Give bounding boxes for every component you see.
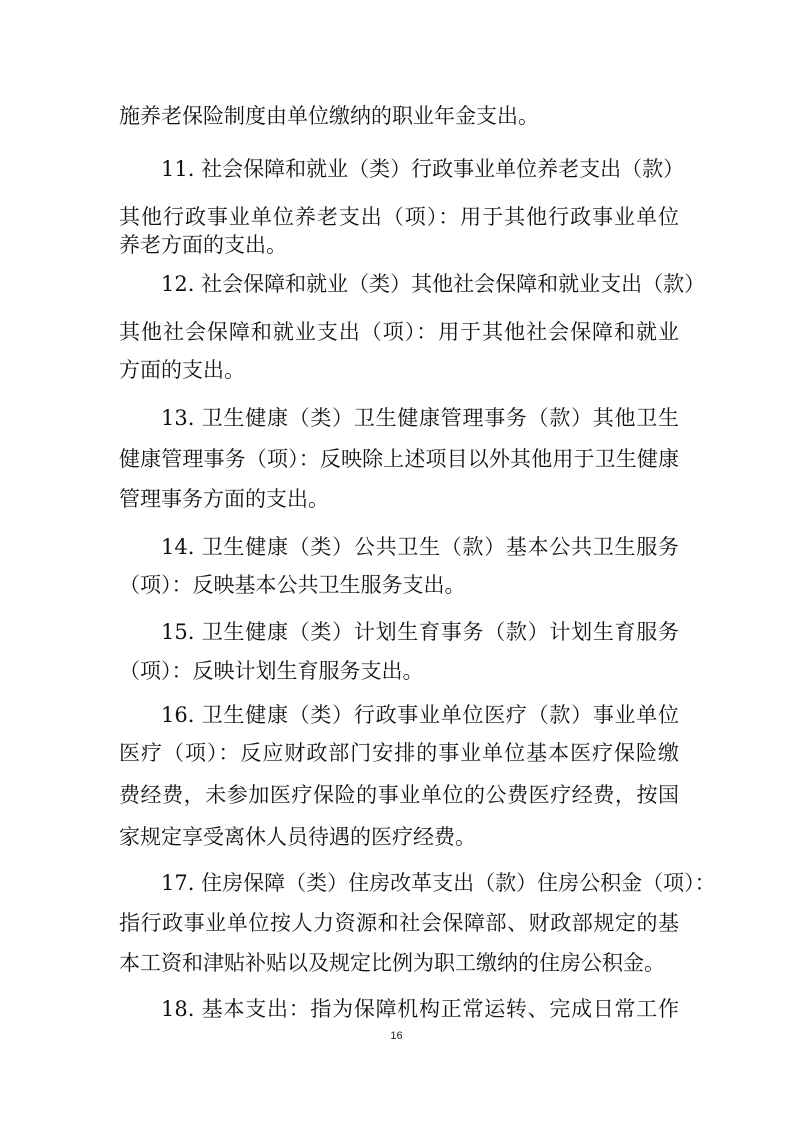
text-line: 健康管理事务（项）：反映除上述项目以外其他用于卫生健康 <box>119 447 679 471</box>
item-11-heading-line: 11. 社会保障和就业（类）行政事业单位养老支出（款） <box>161 157 685 181</box>
text-line: 方面的支出。 <box>119 358 245 382</box>
text-line: （项）：反映计划生育服务支出。 <box>119 659 424 683</box>
item-16-heading-line: 16. 卫生健康（类）行政事业单位医疗（款）事业单位 <box>161 703 679 727</box>
text-line: 医疗（项）：反应财政部门安排的事业单位基本医疗保险缴 <box>119 741 679 765</box>
item-15-heading-line: 15. 卫生健康（类）计划生育事务（款）计划生育服务 <box>161 620 679 644</box>
text-line: 施养老保险制度由单位缴纳的职业年金支出。 <box>119 104 539 128</box>
text-line: 指行政事业单位按人力资源和社会保障部、财政部规定的基 <box>119 911 679 935</box>
text-line: 养老方面的支出。 <box>119 233 287 257</box>
text-line: 家规定享受离休人员待遇的医疗经费。 <box>119 825 476 849</box>
text-line: 本工资和津贴补贴以及规定比例为职工缴纳的住房公积金。 <box>119 951 665 975</box>
text-line: 费经费，未参加医疗保险的事业单位的公费医疗经费，按国 <box>119 783 679 807</box>
text-line: （项）：反映基本公共卫生服务支出。 <box>119 573 466 597</box>
item-18-heading-line: 18. 基本支出：指为保障机构正常运转、完成日常工作 <box>161 997 679 1021</box>
text-line: 管理事务方面的支出。 <box>119 487 329 511</box>
page-number: 16 <box>390 1030 403 1042</box>
item-12-heading-line: 12. 社会保障和就业（类）其他社会保障和就业支出（款） <box>161 272 706 296</box>
text-line: 其他社会保障和就业支出（项）：用于其他社会保障和就业 <box>119 320 679 344</box>
item-13-heading-line: 13. 卫生健康（类）卫生健康管理事务（款）其他卫生 <box>161 406 679 430</box>
text-line: 其他行政事业单位养老支出（项）：用于其他行政事业单位 <box>119 205 679 229</box>
item-14-heading-line: 14. 卫生健康（类）公共卫生（款）基本公共卫生服务 <box>161 535 679 559</box>
item-17-heading-line: 17. 住房保障（类）住房改革支出（款）住房公积金（项）： <box>161 871 716 895</box>
